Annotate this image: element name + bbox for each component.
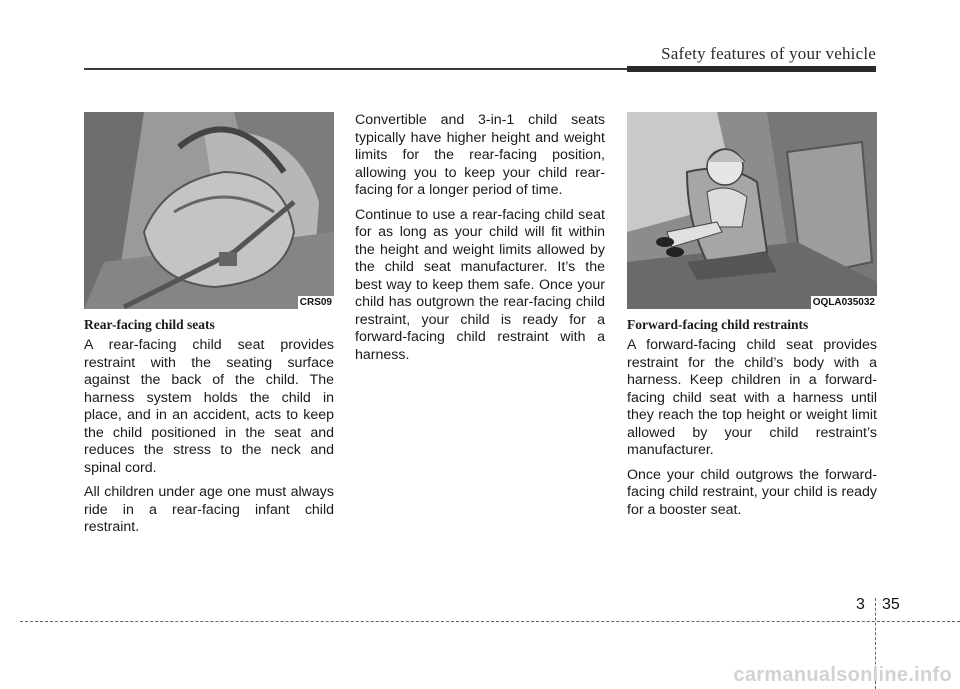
figure-code-crs09: CRS09 <box>299 297 332 308</box>
watermark: carmanualsonline.info <box>733 664 952 686</box>
figure-code-oqla035032: OQLA035032 <box>812 297 875 308</box>
column-left <box>84 112 334 544</box>
paragraph: Continue to use a rear-facing child seat for as long as your child will fit within the height and weight limits allowed by the child seat manufacturer. It’s the best way to keep them safe. Once your child has outgrown the rear-facing child restraint, your child is ready for a forward-facing child restraint with a harness. <box>355 206 605 363</box>
paragraph: All children under age one must always ride in a rear-facing infant child restraint. <box>84 484 334 535</box>
forward-facing-seat-illustration <box>627 112 877 309</box>
page-number: 35 <box>882 596 900 613</box>
footer-rule <box>20 621 960 622</box>
paragraph: A rear-facing child seat provides restraint with the seating surface against the back of the child. The harness system holds the child in place, and in an accident, acts to keep the child positioned in the seat and reduces the stress to the neck and spinal cord. <box>84 337 334 476</box>
column-right <box>627 112 877 526</box>
caption-rear-facing: Rear-facing child seats <box>84 317 215 332</box>
rear-facing-seat-illustration <box>84 112 334 309</box>
forward-facing-seat-figure <box>627 112 877 309</box>
paragraph: Once your child outgrows the forward-facing child restraint, your child is ready for a booster seat. <box>627 466 877 518</box>
rear-facing-seat-figure <box>84 112 334 309</box>
section-number: 3 <box>856 596 865 613</box>
paragraph: A forward-facing child seat provides restraint for the child’s body with a harness. Keep children in a forward-facing child seat with a harness until they reach the top height or weight limit allowed by your child restraint’s manufacturer. <box>627 337 877 458</box>
paragraph: Convertible and 3-in-1 child seats typically have higher height and weight limits for the rear-facing position, allowing you to keep your child rear-facing for a longer period of time. <box>355 112 605 198</box>
column-middle <box>355 112 605 371</box>
caption-forward-facing: Forward-facing child restraints <box>627 317 809 332</box>
header-rule-accent <box>627 66 876 72</box>
page-header-title: Safety features of your vehicle <box>661 44 876 63</box>
